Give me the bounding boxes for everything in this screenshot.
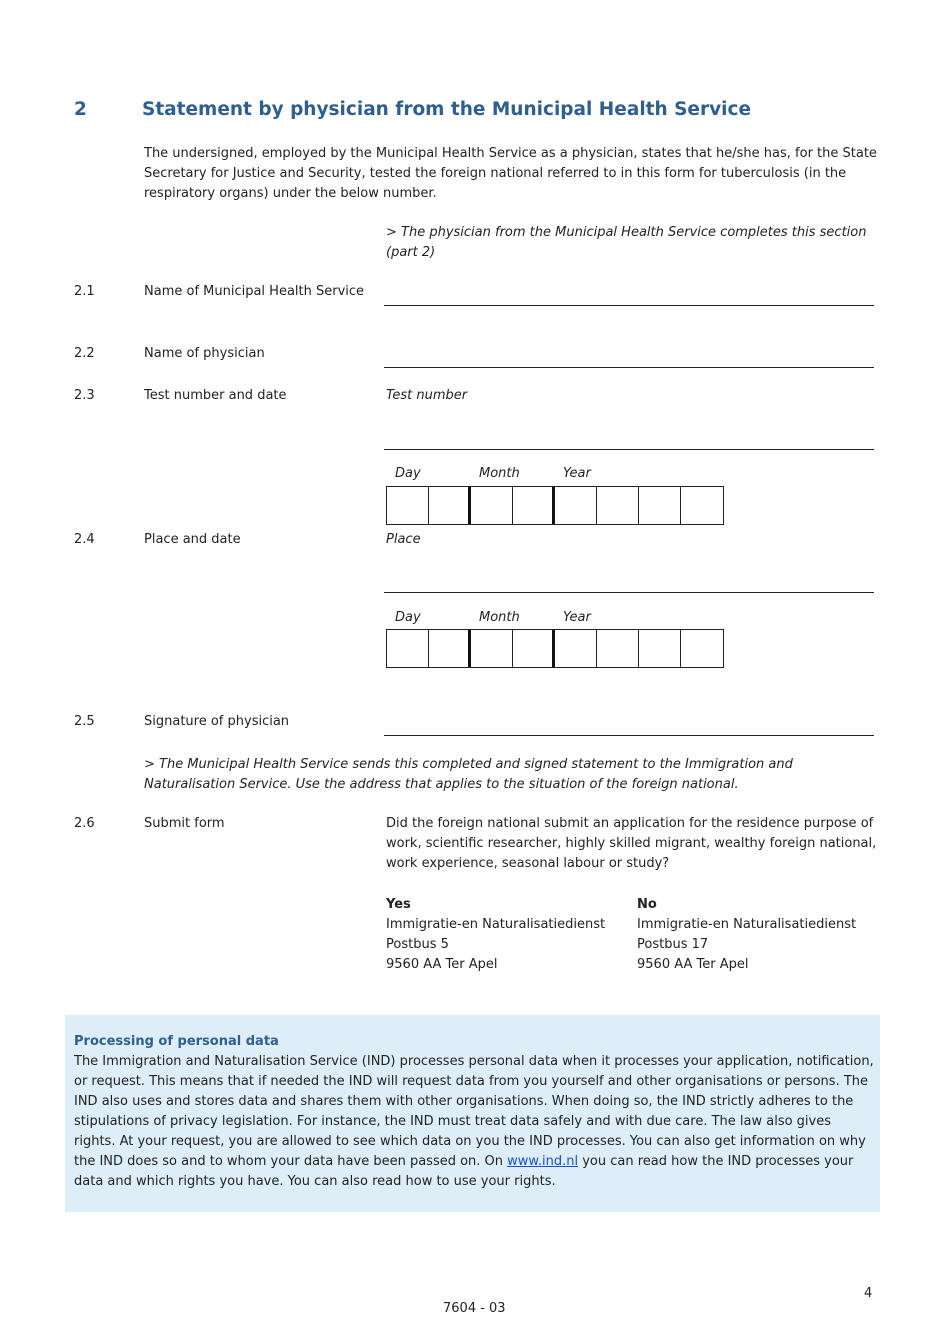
- field-2-2-number: 2.2: [74, 346, 95, 361]
- address-yes-heading: Yes: [386, 897, 411, 912]
- privacy-text-before: The Immigration and Naturalisation Service (IND) processes personal data when it processes your application, notification, or request. This means that if needed the IND will request data from you yourself and other organisations or persons. The IND also uses and stores data and shares them with other organisations. When doing so, the IND strictly adheres to the stipulations of privacy legislation. For instance, the IND must treat data safely and with due care. The law also gives rights. At your request, you are allowed to see which data on you the IND processes. You can also get information on why the IND does so and to whom your data have been passed on. On: [74, 1054, 874, 1169]
- address-yes: [386, 895, 626, 975]
- place-label: Place: [386, 532, 421, 547]
- field-2-1-label: Name of Municipal Health Service: [144, 284, 365, 299]
- ind-website-link[interactable]: www.ind.nl: [507, 1154, 579, 1169]
- test-date-day-label: Day: [395, 466, 421, 481]
- address-no-line3: 9560 AA Ter Apel: [637, 957, 749, 972]
- field-2-2-label: Name of physician: [144, 346, 265, 361]
- field-2-1-number: 2.1: [74, 284, 95, 299]
- place-date-grid[interactable]: [386, 629, 724, 668]
- signature-input[interactable]: [384, 735, 874, 736]
- section-intro: The undersigned, employed by the Municipal Health Service as a physician, states that he/she has, for the State Secretary for Justice and Security, tested the foreign national referred to in this form for tuberculosis (in the respiratory organs) under the below number.: [144, 146, 877, 201]
- test-number-label: Test number: [386, 388, 468, 403]
- address-no-line2: Postbus 17: [637, 937, 709, 952]
- date-cell[interactable]: [429, 487, 471, 524]
- field-2-5-number: 2.5: [74, 714, 95, 729]
- address-yes-line3: 9560 AA Ter Apel: [386, 957, 498, 972]
- field-2-4-number: 2.4: [74, 532, 95, 547]
- address-yes-line2: Postbus 5: [386, 937, 449, 952]
- section-instruction: > The physician from the Municipal Health Service completes this section (part 2): [386, 225, 867, 260]
- place-input[interactable]: [384, 592, 874, 593]
- date-cell[interactable]: [471, 487, 513, 524]
- section-title: Statement by physician from the Municipal Health Service: [142, 99, 752, 120]
- place-date-month-label: Month: [479, 610, 520, 625]
- date-cell[interactable]: [597, 487, 639, 524]
- physician-name-input[interactable]: [384, 367, 874, 368]
- address-no-line1: Immigratie-en Naturalisatiedienst: [637, 917, 857, 932]
- test-date-month-label: Month: [479, 466, 520, 481]
- date-cell[interactable]: [387, 630, 429, 667]
- section-number: 2: [74, 99, 87, 120]
- field-2-3-label: Test number and date: [144, 388, 287, 403]
- date-cell[interactable]: [513, 630, 555, 667]
- address-no: [637, 895, 877, 975]
- municipal-health-service-input[interactable]: [384, 305, 874, 306]
- privacy-title: Processing of personal data: [74, 1034, 279, 1049]
- form-code: 7604 - 03: [443, 1301, 506, 1316]
- place-date-day-label: Day: [395, 610, 421, 625]
- field-2-5-label: Signature of physician: [144, 714, 290, 729]
- privacy-text: [74, 1052, 874, 1192]
- date-cell[interactable]: [555, 487, 597, 524]
- date-cell[interactable]: [471, 630, 513, 667]
- date-cell[interactable]: [597, 630, 639, 667]
- privacy-box: [65, 1015, 880, 1212]
- submit-question: Did the foreign national submit an application for the residence purpose of work, scientific researcher, highly skilled migrant, wealthy foreign national, work experience, seasonal labour or study?: [386, 816, 877, 871]
- field-2-6-number: 2.6: [74, 816, 95, 831]
- place-date-year-label: Year: [563, 610, 591, 625]
- privacy-text-after: you can read how the IND processes your data and which rights you have. You can also read how to use your rights.: [74, 1154, 854, 1189]
- address-yes-line1: Immigratie-en Naturalisatiedienst: [386, 917, 606, 932]
- page-number: 4: [864, 1286, 873, 1301]
- date-cell[interactable]: [639, 487, 681, 524]
- test-date-grid[interactable]: [386, 486, 724, 525]
- test-number-input[interactable]: [384, 449, 874, 450]
- date-cell[interactable]: [681, 630, 723, 667]
- send-note: > The Municipal Health Service sends this completed and signed statement to the Immigration and Naturalisation Service. Use the address that applies to the situation of the foreign national.: [144, 757, 793, 792]
- date-cell[interactable]: [639, 630, 681, 667]
- date-cell[interactable]: [513, 487, 555, 524]
- field-2-4-label: Place and date: [144, 532, 241, 547]
- field-2-3-number: 2.3: [74, 388, 95, 403]
- date-cell[interactable]: [429, 630, 471, 667]
- date-cell[interactable]: [681, 487, 723, 524]
- field-2-6-label: Submit form: [144, 816, 225, 831]
- test-date-year-label: Year: [563, 466, 591, 481]
- address-no-heading: No: [637, 897, 657, 912]
- date-cell[interactable]: [555, 630, 597, 667]
- date-cell[interactable]: [387, 487, 429, 524]
